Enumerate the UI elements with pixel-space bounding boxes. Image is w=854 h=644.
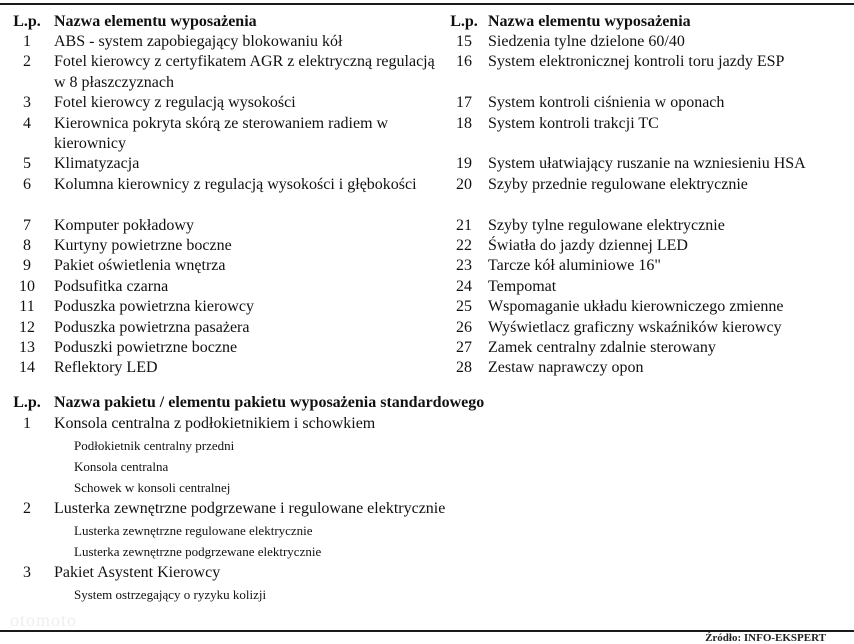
item-number: 19 [456,155,472,173]
item-name: System kontroli ciśnienia w oponach [488,94,725,112]
name-header: Nazwa elementu wyposażenia [54,13,257,30]
item-number: 16 [456,53,472,71]
list-item [0,175,440,216]
item-name: Zamek centralny zdalnie sterowany [488,338,716,356]
item-number: 22 [456,236,472,254]
item-number: 2 [23,53,31,71]
item-name: Komputer pokładowy [54,216,194,234]
list-item [440,256,854,276]
equipment-list-right [440,12,854,379]
list-item [440,236,854,256]
list-item [440,216,854,236]
list-item [0,338,440,358]
item-number: 24 [456,277,472,295]
item-name: Kierownica pokryta skórą ze sterowaniem radiem w kierownicy [54,114,389,152]
item-name: Światła do jazdy dziennej LED [488,236,688,254]
item-name: Tarcze kół aluminiowe 16" [488,257,661,275]
list-item [440,175,854,216]
package-sub-item: Konsola centralna [74,459,169,474]
item-number: 15 [456,33,472,50]
package-number: 3 [23,564,31,581]
package-name: Konsola centralna z podłokietnikiem i schowkiem [54,415,376,432]
item-name: Zestaw naprawczy opon [488,359,644,377]
top-rule [0,3,854,5]
list-item [0,216,440,236]
item-name: Klimatyzacja [54,155,140,173]
item-number: 9 [23,257,31,275]
item-number: 28 [456,359,472,377]
item-name: Pakiet oświetlenia wnętrza [54,257,226,275]
list-item [0,277,440,297]
list-item [440,93,854,113]
list-item [440,358,854,378]
list-item [0,32,440,52]
item-name: Szyby tylne regulowane elektrycznie [488,216,725,234]
package-name-header: Nazwa pakietu / elementu pakietu wyposażenia standardowego [54,394,485,411]
list-item [0,93,440,113]
item-name: Wyświetlacz graficzny wskaźników kierowcy [488,318,782,336]
item-name: Kolumna kierownicy z regulacją wysokości i głębokości [54,175,417,193]
item-number: 11 [19,298,35,316]
item-name: Kurtyny powietrzne boczne [54,236,232,254]
item-name: Poduszka powietrzna pasażera [54,318,250,336]
item-number: 10 [19,277,35,295]
list-item [440,277,854,297]
item-name: Poduszki powietrzne boczne [54,338,238,356]
item-name: Poduszka powietrzna kierowcy [54,298,254,316]
item-number: 21 [456,216,472,234]
list-item [0,297,440,317]
package-name: Pakiet Asystent Kierowcy [54,564,221,581]
item-number: 18 [456,114,472,132]
package-number: 1 [23,415,31,432]
list-item [0,236,440,256]
item-name: Szyby przednie regulowane elektrycznie [488,175,748,193]
list-item [0,256,440,276]
name-header: Nazwa elementu wyposażenia [488,13,691,30]
lp-header: L.p. [450,13,478,30]
list-item [0,114,440,155]
list-item [440,154,854,174]
table-header [440,12,854,32]
package-sub-item: Schowek w konsoli centralnej [74,480,231,495]
item-number: 6 [23,175,31,193]
package-header [0,393,854,413]
item-name: Wspomaganie układu kierowniczego zmienne [488,298,784,316]
item-number: 5 [23,155,31,173]
item-number: 1 [23,33,31,50]
list-item [0,358,440,378]
item-name: System kontroli trakcji TC [488,114,659,132]
package-number: 2 [23,500,31,517]
package-sub-item: Lusterka zewnętrzne podgrzewane elektrycznie [74,544,322,559]
item-name: System elektronicznej kontroli toru jazdy ESP [488,53,785,71]
item-name: Fotel kierowcy z certyfikatem AGR z elektryczną regulacją w 8 płaszczyznach [54,53,435,91]
package-sub-item: Lusterka zewnętrzne regulowane elektrycznie [74,523,313,538]
package-sub-item: System ostrzegający o ryzyku kolizji [74,587,267,602]
item-number: 20 [456,175,472,193]
item-number: 7 [23,216,31,234]
list-item [440,32,854,52]
item-number: 25 [456,298,472,316]
table-header [0,12,440,32]
item-number: 13 [19,338,35,356]
item-name: Reflektory LED [54,359,158,377]
package-list [0,393,854,605]
item-number: 14 [19,359,35,377]
item-number: 26 [456,318,472,336]
equipment-list-left [0,12,440,379]
item-name: System ułatwiający ruszanie na wzniesieniu HSA [488,155,806,173]
list-item [0,318,440,338]
item-number: 23 [456,257,472,275]
item-number: 3 [23,94,31,112]
item-name: Podsufitka czarna [54,277,169,295]
list-item [440,114,854,155]
source-note: Źródło: INFO-EKSPERT [705,632,826,644]
list-item [440,52,854,93]
item-name: Fotel kierowcy z regulacją wysokości [54,94,296,112]
lp-header: L.p. [13,13,41,30]
watermark: otomoto [10,610,78,630]
list-item [440,297,854,317]
item-name: Siedzenia tylne dzielone 60/40 [488,33,685,50]
package-item [0,498,854,520]
item-number: 8 [23,236,31,254]
item-number: 17 [456,94,472,112]
package-item [0,413,854,435]
package-name: Lusterka zewnętrzne podgrzewane i regulowane elektrycznie [54,500,446,517]
list-item [440,318,854,338]
item-number: 27 [456,338,472,356]
package-sub-item: Podłokietnik centralny przedni [74,438,235,453]
item-number: 12 [19,318,35,336]
list-item [440,338,854,358]
package-lp-header: L.p. [13,394,41,411]
list-item [0,52,440,93]
package-item [0,562,854,584]
list-item [0,154,440,174]
item-name: Tempomat [488,277,557,295]
item-name: ABS - system zapobiegający blokowaniu kół [54,33,343,50]
item-number: 4 [23,114,31,132]
